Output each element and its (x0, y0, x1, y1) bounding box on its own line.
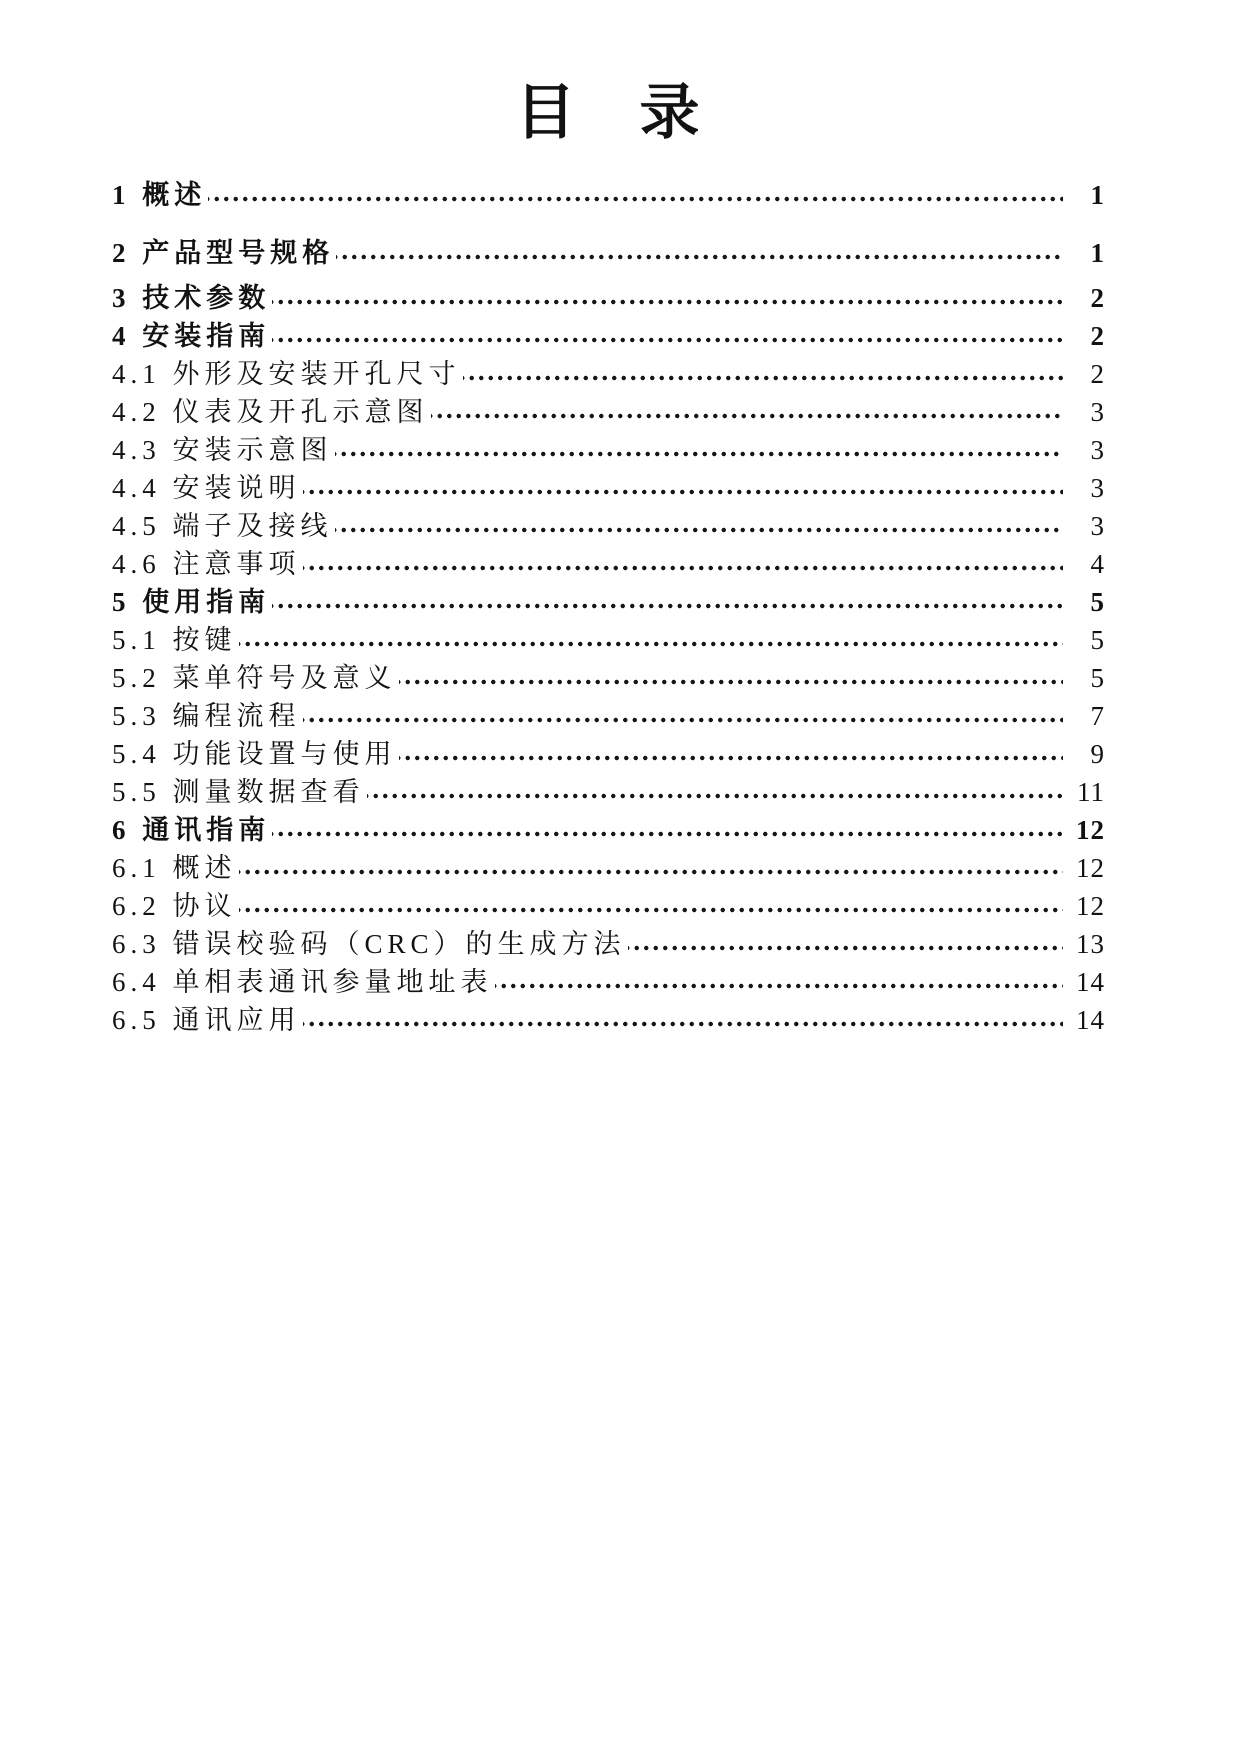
toc-entry-label: 4.4 安装说明 (112, 473, 301, 503)
toc-entry (112, 355, 1105, 393)
toc-entry-label: 2 产品型号规格 (112, 238, 335, 268)
toc-entry (112, 279, 1105, 317)
toc-entry (112, 545, 1105, 583)
dot-leader (239, 887, 1064, 925)
toc-entry (112, 621, 1105, 659)
dot-leader (272, 317, 1063, 355)
toc-list (112, 176, 1105, 1039)
dot-leader (272, 583, 1063, 621)
toc-entry-label: 5.5 测量数据查看 (112, 777, 365, 807)
toc-entry-label: 4.6 注意事项 (112, 549, 301, 579)
toc-entry-page: 5 (1090, 587, 1105, 617)
dot-leader (335, 507, 1064, 545)
toc-entry-page: 12 (1076, 891, 1105, 921)
toc-entry-page: 2 (1090, 359, 1105, 389)
toc-entry-page: 5 (1090, 625, 1105, 655)
toc-entry (112, 697, 1105, 735)
toc-entry-label: 4.1 外形及安装开孔尺寸 (112, 359, 461, 389)
dot-leader (272, 279, 1063, 317)
dot-leader (335, 431, 1064, 469)
dot-leader (208, 176, 1063, 214)
toc-entry (112, 469, 1105, 507)
toc-entry-label: 4.3 安装示意图 (112, 435, 333, 465)
toc-entry (112, 849, 1105, 887)
toc-entry-label: 6.1 概述 (112, 853, 237, 883)
toc-entry-label: 5.1 按键 (112, 625, 237, 655)
toc-entry (112, 811, 1105, 849)
toc-entry-page: 14 (1076, 1005, 1105, 1035)
toc-entry-label: 6.3 错误校验码（CRC）的生成方法 (112, 929, 626, 959)
dot-leader (336, 234, 1063, 272)
toc-entry-label: 5.2 菜单符号及意义 (112, 663, 397, 693)
toc-entry-page: 3 (1090, 397, 1105, 427)
toc-entry-page: 2 (1090, 283, 1105, 313)
toc-entry (112, 583, 1105, 621)
page-title: 目 录 (515, 80, 702, 146)
dot-leader (239, 621, 1064, 659)
dot-leader (431, 393, 1064, 431)
dot-leader (303, 1001, 1064, 1039)
toc-entry-label: 6.5 通讯应用 (112, 1005, 301, 1035)
dot-leader (463, 355, 1064, 393)
dot-leader (303, 697, 1064, 735)
toc-entry-page: 13 (1076, 929, 1105, 959)
toc-entry-label: 1 概述 (112, 180, 207, 210)
toc-entry-page: 7 (1090, 701, 1105, 731)
toc-entry-page: 12 (1076, 815, 1105, 845)
toc-entry (112, 887, 1105, 925)
toc-entry-label: 5.3 编程流程 (112, 701, 301, 731)
toc-entry (112, 925, 1105, 963)
toc-entry-page: 5 (1090, 663, 1105, 693)
toc-entry-page: 11 (1077, 777, 1105, 807)
toc-entry-page: 12 (1076, 853, 1105, 883)
toc-entry-label: 5.4 功能设置与使用 (112, 739, 397, 769)
toc-entry (112, 735, 1105, 773)
toc-entry-page: 3 (1090, 511, 1105, 541)
toc-entry-page: 3 (1090, 435, 1105, 465)
toc-entry (112, 234, 1105, 272)
toc-entry-label: 5 使用指南 (112, 587, 271, 617)
toc-entry-label: 6 通讯指南 (112, 815, 271, 845)
toc-entry-page: 3 (1090, 473, 1105, 503)
toc-entry-page: 2 (1090, 321, 1105, 351)
toc-entry-page: 4 (1090, 549, 1105, 579)
toc-entry (112, 1001, 1105, 1039)
toc-entry (112, 659, 1105, 697)
dot-leader (367, 773, 1064, 811)
toc-entry (112, 773, 1105, 811)
toc-entry-page: 9 (1090, 739, 1105, 769)
dot-leader (399, 735, 1064, 773)
dot-leader (628, 925, 1063, 963)
toc-entry-page: 14 (1076, 967, 1105, 997)
toc-entry (112, 431, 1105, 469)
toc-entry (112, 393, 1105, 431)
dot-leader (495, 963, 1064, 1001)
toc-entry-label: 4.5 端子及接线 (112, 511, 333, 541)
toc-entry (112, 963, 1105, 1001)
dot-leader (272, 811, 1063, 849)
toc-entry-label: 6.2 协议 (112, 891, 237, 921)
toc-entry-page: 1 (1090, 180, 1105, 210)
dot-leader (303, 469, 1064, 507)
toc-entry-label: 4 安装指南 (112, 321, 271, 351)
toc-entry (112, 507, 1105, 545)
dot-leader (239, 849, 1064, 887)
toc-entry-label: 4.2 仪表及开孔示意图 (112, 397, 429, 427)
toc-entry-label: 6.4 单相表通讯参量地址表 (112, 967, 493, 997)
dot-leader (303, 545, 1064, 583)
toc-entry (112, 317, 1105, 355)
toc-entry-label: 3 技术参数 (112, 283, 271, 313)
toc-entry (112, 176, 1105, 214)
dot-leader (399, 659, 1064, 697)
toc-entry-page: 1 (1090, 238, 1105, 268)
